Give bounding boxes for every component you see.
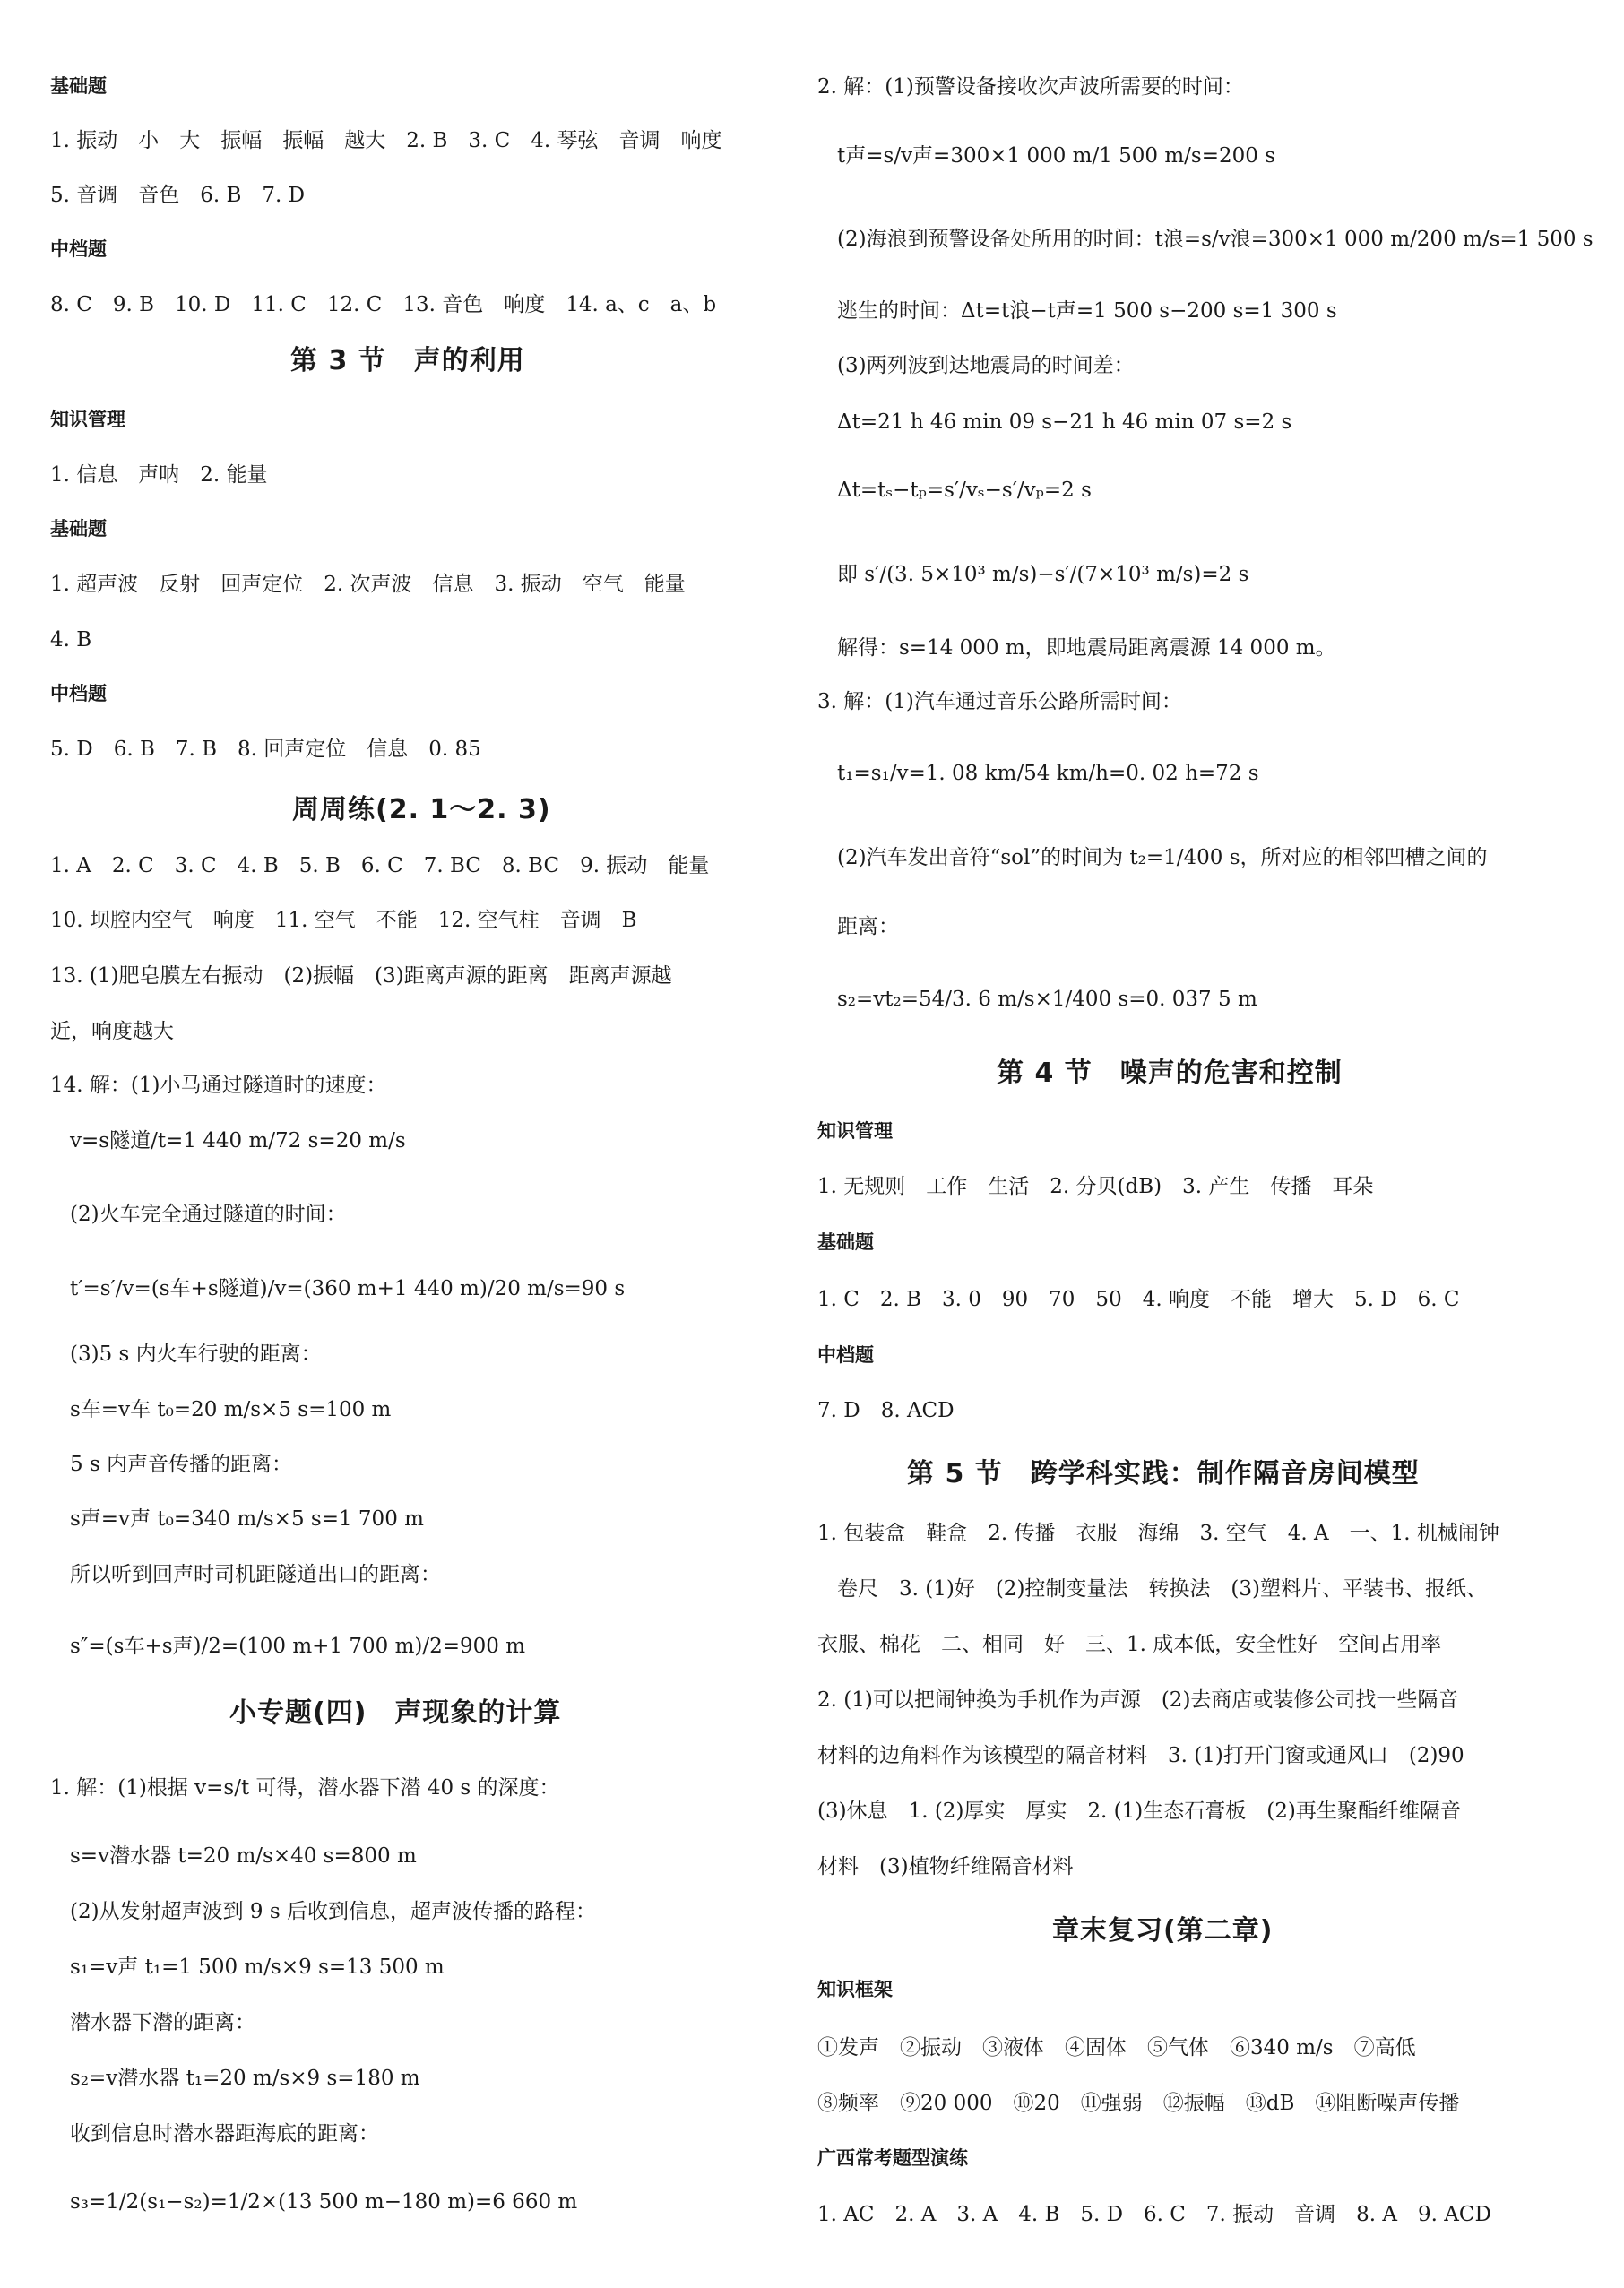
answer-line: 1. AC 2. A 3. A 4. B 5. D 6. C 7. 振动 音调 8. A 9. ACD <box>817 2203 1491 2226</box>
solution-line: (2)从发射超声波到 9 s 后收到信息，超声波传播的路程： <box>70 1900 596 1923</box>
equation: s₁=v声 t₁=1 500 m/s×9 s=13 500 m <box>70 1956 445 1979</box>
equation: s₃=1/2(s₁−s₂)=1/2×(13 500 m−180 m)=6 660 m <box>70 2190 578 2214</box>
equation: Δt=21 h 46 min 09 s−21 h 46 min 07 s=2 s <box>837 410 1292 434</box>
equation: t₁=s₁/v=1. 08 km/54 km/h=0. 02 h=72 s <box>837 762 1259 785</box>
answer-line: 8. C 9. B 10. D 11. C 12. C 13. 音色 响度 14. a、c a、b <box>50 293 717 316</box>
knowledge-heading: 知识管理 <box>50 409 125 430</box>
answer-line: 卷尺 3. (1)好 (2)控制变量法 转换法 (3)塑料片、平装书、报纸、 <box>837 1577 1487 1601</box>
solution-line: (3)两列波到达地震局的时间差： <box>837 354 1135 377</box>
solution-line: 逃生的时间：Δt=t浪−t声=1 500 s−200 s=1 300 s <box>837 299 1337 323</box>
answer-line: 5. 音调 音色 6. B 7. D <box>50 184 306 207</box>
solution-line: 解得：s=14 000 m，即地震局距离震源 14 000 m。 <box>837 636 1336 660</box>
answer-line: 1. 无规则 工作 生活 2. 分贝(dB) 3. 产生 传播 耳朵 <box>817 1175 1374 1198</box>
solution-line: 3. 解：(1)汽车通过音乐公路所需时间： <box>817 690 1182 713</box>
basic-heading: 基础题 <box>817 1231 874 1253</box>
answer-line: 4. B <box>50 628 92 652</box>
practice-heading: 广西常考题型演练 <box>817 2147 968 2169</box>
equation: s声=v声 t₀=340 m/s×5 s=1 700 m <box>70 1507 424 1531</box>
equation: Δt=tₛ−tₚ=s′/vₛ−s′/vₚ=2 s <box>837 479 1092 502</box>
equation: t′=s′/v=(s车+s隧道)/v=(360 m+1 440 m)/20 m/s=90 s <box>70 1277 626 1300</box>
solution-line: (2)汽车发出音符“sol”的时间为 t₂=1/400 s，所对应的相邻凹槽之间的 <box>837 846 1488 869</box>
equation: v=s隧道/t=1 440 m/72 s=20 m/s <box>70 1129 406 1153</box>
solution-line: (2)海浪到预警设备处所用的时间：t浪=s/v浪=300×1 000 m/200 m/s=1 500 s <box>837 228 1594 251</box>
topic-title: 小专题(四) 声现象的计算 <box>229 1697 562 1729</box>
solution-line: 所以听到回声时司机距隧道出口的距离： <box>70 1563 441 1586</box>
section-title: 第 3 节 声的利用 <box>290 345 525 376</box>
solution-line: 14. 解：(1)小马通过隧道时的速度： <box>50 1074 387 1097</box>
answer-line: 10. 坝腔内空气 响度 11. 空气 不能 12. 空气柱 音调 B <box>50 909 637 932</box>
section-title: 第 5 节 跨学科实践：制作隔音房间模型 <box>907 1458 1420 1489</box>
solution-line: 1. 解：(1)根据 v=s/t 可得，潜水器下潜 40 s 的深度： <box>50 1776 560 1800</box>
mid-heading: 中档题 <box>50 683 107 704</box>
answer-line: 1. 超声波 反射 回声定位 2. 次声波 信息 3. 振动 空气 能量 <box>50 573 686 596</box>
answer-line: 1. 振动 小 大 振幅 振幅 越大 2. B 3. C 4. 琴弦 音调 响度 <box>50 129 722 152</box>
equation: t声=s/v声=300×1 000 m/1 500 m/s=200 s <box>837 144 1276 168</box>
mid-heading: 中档题 <box>50 238 107 260</box>
equation: s车=v车 t₀=20 m/s×5 s=100 m <box>70 1398 392 1421</box>
answer-line: 1. 包装盒 鞋盒 2. 传播 衣服 海绵 3. 空气 4. A 一、1. 机械闹钟 <box>817 1522 1499 1545</box>
equation: s=v潜水器 t=20 m/s×40 s=800 m <box>70 1844 417 1868</box>
answer-line: 1. 信息 声呐 2. 能量 <box>50 463 268 487</box>
mid-heading: 中档题 <box>817 1344 874 1366</box>
answer-line: (3)休息 1. (2)厚实 厚实 2. (1)生态石膏板 (2)再生聚酯纤维隔音 <box>817 1800 1461 1823</box>
equation: s₂=vt₂=54/3. 6 m/s×1/400 s=0. 037 5 m <box>837 988 1257 1011</box>
answer-line: 5. D 6. B 7. B 8. 回声定位 信息 0. 85 <box>50 738 481 761</box>
answer-line: 7. D 8. ACD <box>817 1399 955 1422</box>
answer-line: 衣服、棉花 二、相同 好 三、1. 成本低，安全性好 空间占用率 <box>817 1633 1442 1656</box>
equation: s₂=v潜水器 t₁=20 m/s×9 s=180 m <box>70 2067 420 2090</box>
basic-heading: 基础题 <box>50 75 107 97</box>
equation: s″=(s车+s声)/2=(100 m+1 700 m)/2=900 m <box>70 1635 526 1658</box>
knowledge-heading: 知识管理 <box>817 1120 893 1142</box>
equation: 即 s′/(3. 5×10³ m/s)−s′/(7×10³ m/s)=2 s <box>837 563 1249 586</box>
basic-heading: 基础题 <box>50 518 107 540</box>
answer-line: 2. (1)可以把闹钟换为手机作为声源 (2)去商店或装修公司找一些隔音 <box>817 1688 1459 1712</box>
solution-line: (2)火车完全通过隧道的时间： <box>70 1203 347 1226</box>
answer-line: 材料 (3)植物纤维隔音材料 <box>817 1855 1074 1878</box>
answer-line: ⑧频率 ⑨20 000 ⑩20 ⑪强弱 ⑫振幅 ⑬dB ⑭阻断噪声传播 <box>817 2092 1460 2115</box>
answer-line: 1. C 2. B 3. 0 90 70 50 4. 响度 不能 增大 5. D 6. C <box>817 1288 1460 1311</box>
solution-line: 5 s 内声音传播的距离： <box>70 1453 293 1476</box>
answer-line: ①发声 ②振动 ③液体 ④固体 ⑤气体 ⑥340 m/s ⑦高低 <box>817 2036 1416 2059</box>
section-title: 第 4 节 噪声的危害和控制 <box>997 1058 1343 1089</box>
answer-line: 近，响度越大 <box>50 1020 174 1043</box>
answer-line: 13. (1)肥皂膜左右振动 (2)振幅 (3)距离声源的距离 距离声源越 <box>50 964 672 988</box>
review-title: 章末复习(第二章) <box>1052 1915 1274 1947</box>
solution-line: 潜水器下潜的距离： <box>70 2011 255 2034</box>
frame-heading: 知识框架 <box>817 1979 893 2000</box>
solution-line: (3)5 s 内火车行驶的距离： <box>70 1343 322 1366</box>
weekly-title: 周周练(2. 1～2. 3) <box>292 794 551 825</box>
solution-line: 距离： <box>837 915 899 938</box>
answer-line: 1. A 2. C 3. C 4. B 5. B 6. C 7. BC 8. BC 9. 振动 能量 <box>50 854 710 877</box>
solution-line: 2. 解：(1)预警设备接收次声波所需要的时间： <box>817 75 1244 99</box>
solution-line: 收到信息时潜水器距海底的距离： <box>70 2122 379 2146</box>
answer-line: 材料的边角料作为该模型的隔音材料 3. (1)打开门窗或通风口 (2)90 <box>817 1744 1464 1767</box>
